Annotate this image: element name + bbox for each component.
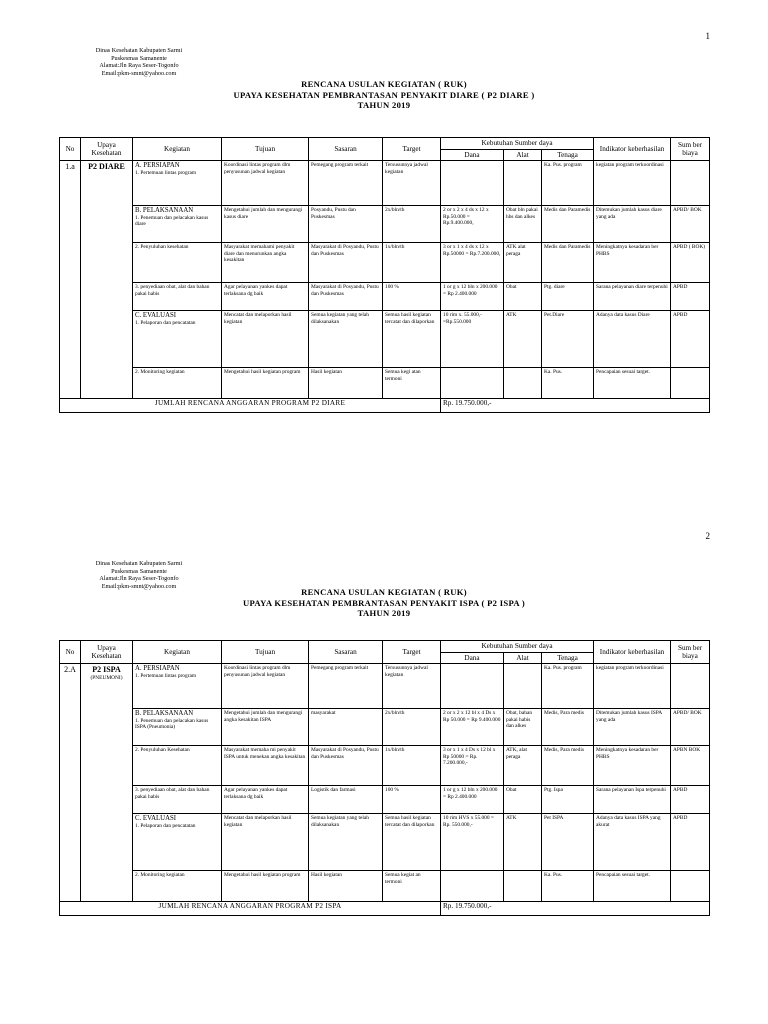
tenaga-cell: Ptg. diare <box>542 283 594 311</box>
alat-cell <box>504 161 542 206</box>
indikator-cell: kegiatan program terkoordinasi <box>594 161 671 206</box>
sumber-cell: APBD <box>671 311 710 368</box>
col-header-target: Target <box>383 138 441 161</box>
tujuan-cell: Mengetahui jumlah dan mengurangi angka kesakitan ISPA <box>222 709 309 746</box>
dana-cell: 1 or g x 12 bln x 200.000 = Rp 2.400.000 <box>441 283 504 311</box>
col-header-indikator: Indikator keberhasilan <box>594 641 671 664</box>
table-row <box>60 243 710 283</box>
sumber-cell: APBD ( BOK) <box>671 243 710 283</box>
target-cell: 100 % <box>383 283 441 311</box>
sumber-cell: APBD <box>671 786 710 814</box>
indikator-cell: Ditemukan jumlah kasus diare yang ada <box>594 206 671 243</box>
section-label: B. PELAKSANAAN <box>135 207 194 214</box>
kegiatan-text: 1. Pelaporan dan pencatatan <box>135 822 196 829</box>
row-number: 2.A <box>60 664 81 902</box>
alat-cell: ATK <box>504 311 542 368</box>
tujuan-cell: Masyarakat memaha mi penyakit ISPA untuk menekan angka kesakitan <box>222 746 309 786</box>
sumber-cell: APBD <box>671 814 710 871</box>
alat-cell <box>504 871 542 902</box>
sasaran-cell: Logistik dan farmasi <box>309 786 383 814</box>
section-label: C. EVALUASI <box>135 815 177 822</box>
ruk-table <box>59 137 710 413</box>
title-line: RENCANA USULAN KEGIATAN ( RUK) <box>301 587 467 597</box>
title-line: RENCANA USULAN KEGIATAN ( RUK) <box>301 79 467 89</box>
indikator-cell: Sarana pelayanan diare terpenuhi <box>594 283 671 311</box>
target-cell: 100 % <box>383 786 441 814</box>
sumber-cell <box>671 664 710 709</box>
sumber-cell: APBD <box>671 283 710 311</box>
sasaran-cell: Hasil kegiatan <box>309 871 383 902</box>
total-label: JUMLAH RENCANA ANGGARAN PROGRAM P2 ISPA <box>60 902 441 916</box>
sumber-cell <box>671 871 710 902</box>
table-row <box>60 161 710 206</box>
alat-cell <box>504 664 542 709</box>
tujuan-cell: Agar pelayanan yankes dapat terlaksana dg baik <box>222 283 309 311</box>
tenaga-cell: Pet.Diare <box>542 311 594 368</box>
dana-cell: 3 or x 1 x 4 ds x 12 x Rp.50000 = Rp.7.200.000, <box>441 243 504 283</box>
sasaran-cell: masyarakat <box>309 709 383 746</box>
sumber-cell <box>671 368 710 399</box>
col-header-no: No <box>60 138 81 161</box>
col-header-kegiatan: Kegiatan <box>133 138 222 161</box>
indikator-cell: Meningkatnya kesadaran ber PHBS <box>594 243 671 283</box>
table-row <box>60 283 710 311</box>
header-line: Puskesmas Samanente <box>111 567 167 575</box>
header-line: Puskesmas Samanente <box>111 54 167 62</box>
upaya-name: P2 DIARE <box>88 162 125 171</box>
title-line: TAHUN 2019 <box>357 608 411 618</box>
document-title <box>60 79 708 111</box>
title-line: UPAYA KESEHATAN PEMBRANTASAN PENYAKIT ISPA ( P2 ISPA ) <box>242 597 525 608</box>
sumber-cell: APBN BOK <box>671 746 710 786</box>
indikator-cell: Meningkatnya kesadaran ber PHBS <box>594 746 671 786</box>
sasaran-cell: Pemegang program terkait <box>309 161 383 206</box>
table-row <box>60 311 710 368</box>
alat-cell: Obat <box>504 283 542 311</box>
target-cell: 2x/bln/th <box>383 206 441 243</box>
table-row <box>60 664 710 709</box>
section-label: C. EVALUASI <box>135 312 177 319</box>
col-header-tujuan: Tujuan <box>222 641 309 664</box>
col-header-target: Target <box>383 641 441 664</box>
institution-header <box>80 47 198 77</box>
sasaran-cell: Masyarakat di Posyandu, Pustu dan Puskesmas <box>309 746 383 786</box>
table-row <box>60 206 710 243</box>
total-value: Rp. 19.750.000,- <box>441 399 710 413</box>
upaya-cell <box>81 664 133 902</box>
tenaga-cell: Medis dan Paramedis <box>542 206 594 243</box>
kegiatan-cell: 2. Penyuluhan Kesehatan <box>133 746 222 786</box>
kegiatan-text: 1. Penemuan dan pelacakan kasus ISPA (Pneumonia) <box>135 717 209 731</box>
kegiatan-cell: 2. Monitoring kegiatan <box>133 368 222 399</box>
target-cell: Tersusunnya jadwal kegiatan <box>383 664 441 709</box>
section-label: A. PERSIAPAN <box>135 665 180 672</box>
tujuan-cell: Mengetahui hasil kegiatan program <box>222 368 309 399</box>
dana-cell <box>441 871 504 902</box>
tujuan-cell: Mencatat dan melaporkan hasil kegiatan <box>222 814 309 871</box>
col-header-kebutuhan: Kebutuhan Sumber daya <box>441 641 594 653</box>
sasaran-cell: Hasil kegiatan <box>309 368 383 399</box>
dana-cell: 2 or x 2 x 12 bl x 4 Ds x Rp 50.000 = Rp 9.400.000 <box>441 709 504 746</box>
upaya-subname: (PNEUMONI) <box>90 674 123 681</box>
kegiatan-text: 1. Pertemuan lintas program <box>135 672 197 679</box>
kegiatan-cell <box>133 814 222 871</box>
col-header-sasaran: Sasaran <box>309 138 383 161</box>
target-cell: 1x/bln/th <box>383 746 441 786</box>
sasaran-cell: Masyarakat di Posyandu, Pustu dan Puskesmas <box>309 243 383 283</box>
tujuan-cell: Agar pelayanan yankes dapat terlaksana dg baik <box>222 786 309 814</box>
target-cell: Semua hasil kegiatan tercatat dan dilaporkan <box>383 311 441 368</box>
page-2 <box>0 512 768 1024</box>
col-header-tujuan: Tujuan <box>222 138 309 161</box>
header-line: Alamat:Jln Raya Seser-Togonfo <box>99 575 179 583</box>
sasaran-cell: Masyarakat di Posyandu, Pustu dan Puskesmas <box>309 283 383 311</box>
target-cell: Semua hasil kegiatan tercatat dan dilaporkan <box>383 814 441 871</box>
alat-cell: ATK, alat peraga <box>504 746 542 786</box>
tenaga-cell: Ka. Pus. program <box>542 161 594 206</box>
col-header-tenaga: Tenaga <box>542 652 594 664</box>
target-cell: Tersusunnya jadwal kegiatan <box>383 161 441 206</box>
sasaran-cell: Posyandu, Pustu dan Puskesmas <box>309 206 383 243</box>
ruk-table <box>59 640 710 916</box>
kegiatan-text: 1. Penemuan dan pelacakan kasus diare <box>135 214 209 228</box>
dana-cell <box>441 664 504 709</box>
kegiatan-cell <box>133 664 222 709</box>
tenaga-cell: Ka. Pus. <box>542 871 594 902</box>
indikator-cell: Pencapaian sesuai target. <box>594 871 671 902</box>
header-line: Alamat:Jln Raya Seser-Togonfo <box>99 62 179 70</box>
tujuan-cell: Koordinasi lintas program dlm penyusunan jadwal kegiatan <box>222 161 309 206</box>
col-header-tenaga: Tenaga <box>542 149 594 161</box>
header-line: Dinas Kesehatan Kabupaten Sarmi <box>95 47 183 54</box>
section-label: A. PERSIAPAN <box>135 162 180 169</box>
alat-cell: Obat bln pakai hbs dan alkes <box>504 206 542 243</box>
dana-cell: 2 or x 2 x 4 ds x 12 x Rp.50.000 = Rp.9.400.000, <box>441 206 504 243</box>
header-line: Dinas Kesehatan Kabupaten Sarmi <box>95 560 183 567</box>
total-value: Rp. 19.750.000,- <box>441 902 710 916</box>
col-header-upaya: Upaya Kesehatan <box>81 138 133 161</box>
tenaga-cell: Ka. Pus. <box>542 368 594 399</box>
upaya-cell <box>81 161 133 399</box>
tenaga-cell: Medis dan Paramedis <box>542 243 594 283</box>
alat-cell: ATK alat peraga <box>504 243 542 283</box>
page-number: 1 <box>705 31 710 41</box>
table-row <box>60 746 710 786</box>
kegiatan-cell: 2. Penyuluhan kesehatan <box>133 243 222 283</box>
kegiatan-text: 1. Pertemuan lintas program <box>135 169 197 176</box>
alat-cell: Obat, bahan pakai habis dan alkes <box>504 709 542 746</box>
title-line: UPAYA KESEHATAN PEMBRANTASAN PENYAKIT DIARE ( P2 DIARE ) <box>233 89 535 100</box>
kegiatan-cell: 3. penyediaan obat, alat dan bahan pakai habis <box>133 283 222 311</box>
dana-cell: 10 rim x. 55.000,- =Rp.550.000 <box>441 311 504 368</box>
indikator-cell: Sarana pelayanan Ispa terpenuhi <box>594 786 671 814</box>
table-row <box>60 368 710 399</box>
col-header-indikator: Indikator keberhasilan <box>594 138 671 161</box>
sumber-cell: APBD/ BOK <box>671 709 710 746</box>
total-row <box>60 399 710 413</box>
sasaran-cell: Semua kegiatan yang telah dilaksanakan <box>309 814 383 871</box>
table-row <box>60 709 710 746</box>
tujuan-cell: Masyarakat memahami penyakit diare dan menurunkan angka kesakitan <box>222 243 309 283</box>
kegiatan-text: 1. Pelaporan dan pencatatan <box>135 319 196 326</box>
indikator-cell: Pencapaian sesuai target. <box>594 368 671 399</box>
institution-header <box>80 560 198 590</box>
tujuan-cell: Mencatat dan melaporkan hasil kegiatan <box>222 311 309 368</box>
col-header-dana: Dana <box>441 652 504 664</box>
col-header-kebutuhan: Kebutuhan Sumber daya <box>441 138 594 150</box>
col-header-sumber: Sum ber biaya <box>671 138 710 161</box>
indikator-cell: Adanya data kasus Diare <box>594 311 671 368</box>
tenaga-cell: Medis, Para medis <box>542 746 594 786</box>
sumber-cell: APBD/ BOK <box>671 206 710 243</box>
tujuan-cell: Koordinasi lintas program dlm penyusunan jadwal kegiatan <box>222 664 309 709</box>
table-row <box>60 871 710 902</box>
tujuan-cell: Mengetahui hasil kegiatan program <box>222 871 309 902</box>
target-cell: 2x/bln/th <box>383 709 441 746</box>
indikator-cell: Adanya data kasus ISPA yang akurat <box>594 814 671 871</box>
upaya-name: P2 ISPA <box>92 665 121 674</box>
document-title <box>60 587 708 619</box>
total-label: JUMLAH RENCANA ANGGARAN PROGRAM P2 DIARE <box>60 399 441 413</box>
sumber-cell <box>671 161 710 206</box>
tenaga-cell: Ka. Pus. program <box>542 664 594 709</box>
indikator-cell: Ditemukan jumlah kasus ISPA yang ada <box>594 709 671 746</box>
kegiatan-cell <box>133 206 222 243</box>
kegiatan-cell <box>133 709 222 746</box>
tujuan-cell: Mengetahui jumlah dan mengurangi kasus diare <box>222 206 309 243</box>
tenaga-cell: Ptg. Ispa <box>542 786 594 814</box>
total-row <box>60 902 710 916</box>
title-line: TAHUN 2019 <box>357 100 411 110</box>
dana-cell: 1 or g x 12 bln x 200.000 = Rp 2.400.000 <box>441 786 504 814</box>
dana-cell: 3 or x 1 x 4 Ds x 12 bl x Rp 50000 = Rp. 7.200.000,- <box>441 746 504 786</box>
sasaran-cell: Semua kegiatan yang telah dilaksanakan <box>309 311 383 368</box>
col-header-sasaran: Sasaran <box>309 641 383 664</box>
alat-cell <box>504 368 542 399</box>
row-number: 1.a <box>60 161 81 399</box>
sasaran-cell: Pemegang program terkait <box>309 664 383 709</box>
dana-cell: 10 rim HVS x 55.000 = Rp. 550.000,- <box>441 814 504 871</box>
col-header-alat: Alat <box>504 149 542 161</box>
indikator-cell: kegiatan program terkoordinasi <box>594 664 671 709</box>
dana-cell <box>441 161 504 206</box>
col-header-sumber: Sum ber biaya <box>671 641 710 664</box>
target-cell: Semua kegiat an termoni <box>383 871 441 902</box>
alat-cell: Obat <box>504 786 542 814</box>
kegiatan-cell <box>133 161 222 206</box>
dana-cell <box>441 368 504 399</box>
tenaga-cell: Pet ISPA <box>542 814 594 871</box>
col-header-kegiatan: Kegiatan <box>133 641 222 664</box>
kegiatan-cell <box>133 311 222 368</box>
table-row <box>60 786 710 814</box>
header-line: Email:pkm-smnt@yahoo.com <box>101 69 177 77</box>
target-cell: 1x/bln/th <box>383 243 441 283</box>
col-header-no: No <box>60 641 81 664</box>
col-header-alat: Alat <box>504 652 542 664</box>
alat-cell: ATK <box>504 814 542 871</box>
col-header-upaya: Upaya Kesehatan <box>81 641 133 664</box>
page-number: 2 <box>705 531 710 541</box>
target-cell: Semua kegi atan termoni <box>383 368 441 399</box>
kegiatan-cell: 2. Monitoring kegiatan <box>133 871 222 902</box>
tenaga-cell: Medis, Para medis <box>542 709 594 746</box>
col-header-dana: Dana <box>441 149 504 161</box>
section-label: B. PELAKSANAAN <box>135 710 194 717</box>
header-line: Email:pkm-smnt@yahoo.com <box>101 582 177 590</box>
table-row <box>60 814 710 871</box>
kegiatan-cell: 3. penyediaan obat, alat dan bahan pakai habis <box>133 786 222 814</box>
